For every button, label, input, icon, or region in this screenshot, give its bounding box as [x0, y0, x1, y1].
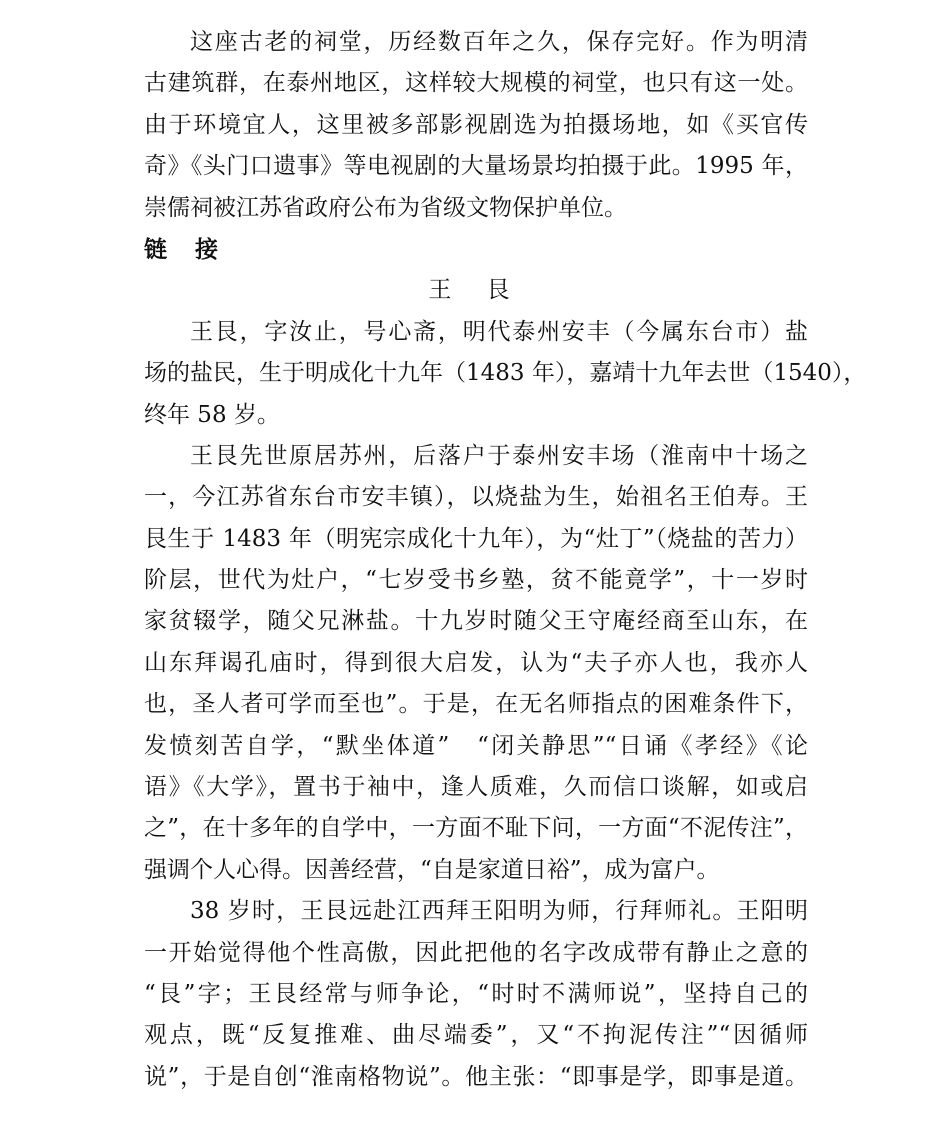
text-line: 艮生于 1483 年（明宪宗成化十九年），为“灶丁”（烧盐的苦力）	[144, 525, 808, 552]
text-line: 一，今江苏省东台市安丰镇），以烧盐为生，始祖名王伯寿。王	[144, 484, 808, 511]
text-line: 语》《大学》，置书于袖中，逢人质难，久而信口谈解，如或启	[144, 774, 808, 801]
text-line: 说”，于是自创“淮南格物说”。他主张：“即事是学，即事是道。	[144, 1063, 808, 1090]
text-line: 奇》《头门口遗事》等电视剧的大量场景均拍摄于此。1995 年，	[144, 153, 808, 180]
text-line: 发愤刻苦自学，“默坐体道” “闭关静思”“日诵《孝经》《论	[144, 732, 808, 759]
text-line: 阶层，世代为灶户，“七岁受书乡塾，贫不能竟学”，十一岁时	[144, 567, 808, 594]
text-line: 这座古老的祠堂，历经数百年之久，保存完好。作为明清	[190, 29, 808, 55]
text-line: 山东拜谒孔庙时，得到很大启发，认为“夫子亦人也，我亦人	[144, 649, 808, 676]
text-line: 家贫辍学，随父兄淋盐。十九岁时随父王守庵经商至山东，在	[144, 608, 808, 635]
text-line: 终年 58 岁。	[144, 401, 280, 428]
paragraph-ancestral-hall	[144, 22, 808, 229]
paragraph-biography-intro	[144, 312, 867, 436]
text-line: 场的盐民，生于明成化十九年（1483 年），嘉靖十九年去世（1540），	[144, 360, 867, 387]
text-line: 之”，在十多年的自学中，一方面不耻下问，一方面“不泥传注”，	[144, 815, 808, 842]
document-page	[144, 22, 867, 1098]
text-line: 古建筑群，在泰州地区，这样较大规模的祠堂，也只有这一处。	[144, 70, 808, 97]
text-line: 崇儒祠被江苏省政府公布为省级文物保护单位。	[144, 194, 627, 221]
section-heading: 链 接	[144, 235, 229, 263]
text-line: 也，圣人者可学而至也”。于是，在无名师指点的困难条件下，	[144, 691, 808, 718]
text-line: 王艮，字汝止，号心斋，明代泰州安丰（今属东台市）盐	[190, 318, 808, 345]
text-line: “艮”字；王艮经常与师争论，“时时不满师说”，坚持自己的	[144, 980, 808, 1007]
article-subtitle: 王 艮	[428, 277, 524, 304]
paragraph-early-life	[144, 436, 808, 891]
text-line: 38 岁时，王艮远赴江西拜王阳明为师，行拜师礼。王阳明	[190, 898, 808, 925]
text-line: 观点，既“反复推难、曲尽端委”，又“不拘泥传注”“因循师	[144, 1022, 808, 1049]
text-line: 王艮先世原居苏州，后落户于泰州安丰场（淮南中十场之	[190, 442, 808, 469]
text-line: 一开始觉得他个性高傲，因此把他的名字改成带有静止之意的	[144, 939, 808, 966]
paragraph-studies-with-wang-yangming	[144, 891, 808, 1098]
text-line: 强调个人心得。因善经营，“自是家道日裕”，成为富户。	[144, 856, 720, 883]
text-line: 由于环境宜人，这里被多部影视剧选为拍摄场地，如《买官传	[144, 111, 808, 138]
